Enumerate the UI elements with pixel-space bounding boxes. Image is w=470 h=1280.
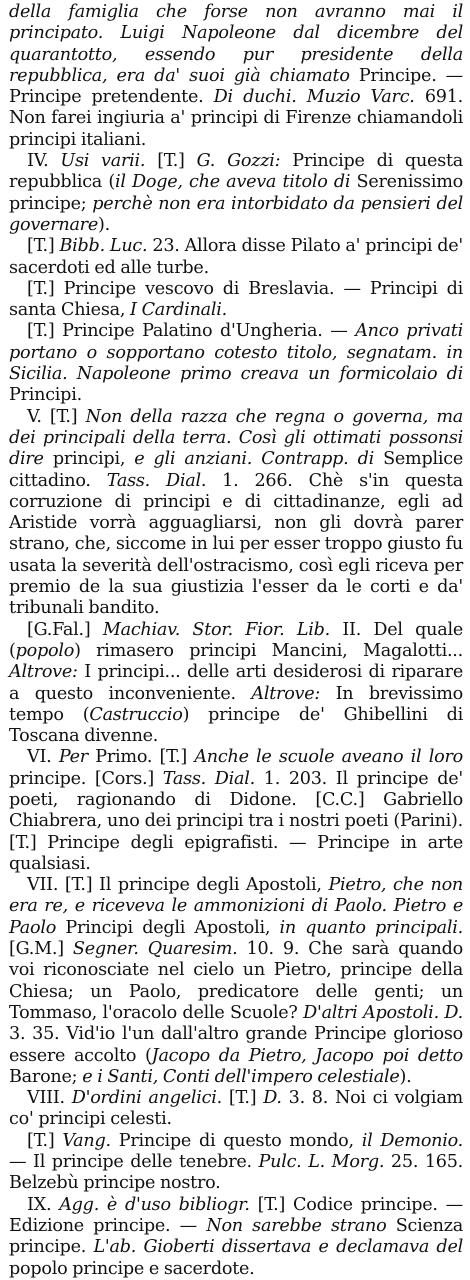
entry-paragraph (9, 2, 463, 151)
text-segment: VIII. (27, 1088, 72, 1109)
text-segment: [T.] (222, 1088, 264, 1109)
italic-segment: popolo (15, 640, 75, 661)
italic-segment: Castruccio (89, 704, 183, 725)
text-segment: II. Del quale ( (9, 619, 463, 661)
text-segment: [G.M.] (9, 939, 73, 960)
text-segment: 691. Non farei ingiuria a' principi di Firenze chiamandoli principi italiani. (9, 87, 463, 150)
text-segment: ). (399, 1066, 412, 1087)
text-segment: [T.] (145, 151, 197, 172)
italic-segment: G. Gozzi: (196, 151, 281, 172)
text-segment: [G.Fal.] (27, 619, 103, 640)
italic-segment: il Demonio. (361, 1130, 463, 1151)
text-segment: — Il principe delle tenebre. (9, 1152, 259, 1173)
text-segment: ) principe de' Ghibellini di Toscana divenne. (9, 704, 463, 747)
text-segment: I principi... delle arti desiderosi di riparare a questo inconveniente. (9, 662, 463, 704)
italic-segment: Non sarebbe strano (206, 1215, 387, 1236)
entry-paragraph (9, 747, 463, 875)
italic-segment: e i Santi, Conti dell'impero celestiale (82, 1066, 400, 1087)
italic-segment: D'altri Apostoli. D. (303, 1002, 463, 1023)
italic-segment: D. (263, 1088, 282, 1109)
text-segment: 1. 266. Chè s'in questa corruzione di principi e di cittadinanze, egli ad Aristide vorrà agguagliarsi, non gli dovrà parer strano, che, siccome in lui per esser troppo giusto fu usata la severità dell'ostracismo, così egli riceva per premio de la sua giustizia l'esser da le corti e da' tribunali bandito. (9, 470, 463, 619)
italic-segment: e gli anziani. Contrapp. di (134, 449, 374, 470)
italic-segment: perchè non era intorbidato da pensieri del governare (9, 193, 463, 235)
italic-segment: il Doge, che aveva titolo di (114, 172, 351, 193)
text-segment: In brevissimo tempo ( (9, 683, 464, 725)
italic-segment: Vang. (62, 1130, 111, 1151)
text-segment: Scienza principe. (9, 1215, 463, 1258)
entry-paragraph (9, 151, 463, 236)
text-segment: IV. (27, 151, 61, 172)
text-segment: Primo. [T.] (87, 747, 195, 768)
text-segment: [T.] Principe Palatino d'Ungheria. — (27, 321, 356, 342)
italic-segment: Altrove: (251, 683, 321, 704)
italic-segment: Non della razza che regna o governa, ma dei principali della terra. Così gli ottimati possonsi dire (9, 406, 463, 470)
entry-paragraph (9, 1088, 463, 1131)
italic-segment: I Cardinali. (130, 300, 228, 321)
text-segment: Principe. — Principe pretendente. (9, 65, 463, 108)
text-segment: 10. 9. Che sarà quando voi riconosciate nel cielo un Pietro, principe della Chiesa; un Paolo, predicatore delle genti; un Tommaso, l'oracolo delle Scuole? (9, 939, 463, 1023)
italic-segment: in quanto principali. (279, 917, 463, 938)
text-segment: Serenissimo principe; (9, 172, 463, 214)
italic-segment: Machiav. Stor. Fior. Lib. (102, 619, 330, 640)
italic-segment: Tass. Dial. (162, 768, 255, 789)
italic-segment: Jacopo da Pietro, Jacopo poi detto (151, 1045, 463, 1066)
italic-segment: D'ordini angelici. (71, 1088, 222, 1109)
text-segment: VII. [T.] Il principe degli Apostoli, (27, 875, 329, 896)
text-segment: [T.] (27, 1130, 63, 1151)
entry-paragraph (9, 1131, 463, 1195)
entry-paragraph (9, 875, 463, 1088)
text-segment: 23. Allora disse Pilato a' principi de' sacerdoti ed alle turbe. (9, 236, 463, 278)
italic-segment: Agg. è d'uso bibliogr. (59, 1194, 250, 1215)
text-segment: [T.] Codice principe. — Edizione principe. — (9, 1194, 463, 1236)
italic-segment: Anche le scuole aveano il loro (194, 747, 463, 768)
text-segment: popolo principe e sacerdote. (9, 1258, 255, 1279)
text-segment: Principi degli Apostoli, (56, 917, 280, 938)
italic-segment: Tass. Dial. (106, 470, 207, 491)
italic-segment: Usi varii. (60, 151, 146, 172)
italic-segment: Bibb. Luc. (59, 236, 148, 257)
text-segment: Principe di questo mondo, (110, 1130, 362, 1151)
text-segment: Barone; (9, 1066, 83, 1087)
italic-segment: Per (58, 747, 88, 768)
italic-segment: Anco privati portano o sopportano cotesto titolo, segnatam. in Sicilia. Napoleone primo creava un formicolaio di (9, 321, 463, 385)
italic-segment: Pietro, che non era re, e riceveva le ammonizioni di Paolo. Pietro e Paolo (9, 875, 463, 938)
entry-paragraph (9, 279, 463, 322)
entry-paragraph (9, 407, 463, 620)
entry-paragraph (9, 620, 463, 748)
text-segment: 3. 35. Vid'io l'un dall'altro grande Principe glorioso essere accolto ( (9, 1024, 463, 1066)
text-segment: [T.] (27, 236, 60, 257)
italic-segment: Di duchi. Muzio Varc. (213, 87, 415, 108)
italic-segment: Segner. Quaresim. (72, 939, 238, 960)
text-segment: 1. 203. Il principe de' poeti, ragionando di Didone. [C.C.] Gabriello Chiabrera, uno dei principi tra i nostri poeti (Parini). [T.] Principe degli epigrafisti. — Principe in arte qualsiasi. (9, 768, 463, 874)
italic-segment: Pulc. L. Morg. (258, 1152, 385, 1173)
entry-paragraph (9, 1195, 463, 1280)
text-segment: 25. 165. Belzebù principe nostro. (9, 1152, 464, 1194)
italic-segment: della famiglia che forse non avranno mai il principato. Luigi Napoleone dal dicembre del quarantotto, essendo pur presidente della repubblica, era da' suoi già chiamato (9, 2, 463, 86)
italic-segment: L'ab. Gioberti dissertava e declamava del (93, 1237, 463, 1258)
text-segment: 3. 8. Noi ci volgiam co' principi celesti. (9, 1088, 463, 1130)
text-segment: V. [T.] (27, 406, 86, 427)
entry-paragraph (9, 236, 463, 279)
text-segment: [T.] Principe vescovo di Breslavia. — Principi di santa Chiesa, (9, 278, 463, 321)
text-segment: Semplice cittadino. (9, 449, 463, 491)
text-segment: IX. (27, 1194, 60, 1215)
text-segment: ) rimasero principi Mancini, Magalotti... (74, 640, 463, 661)
text-segment: Principi. (9, 385, 82, 406)
entry-paragraph (9, 321, 463, 406)
text-segment: VI. (27, 747, 59, 768)
text-segment: ). (98, 214, 110, 235)
text-segment: Principe di questa repubblica ( (9, 151, 464, 193)
text-segment: principe. [Cors.] (9, 768, 163, 789)
text-segment: principi, (43, 449, 135, 470)
italic-segment: Altrove: (9, 662, 78, 683)
